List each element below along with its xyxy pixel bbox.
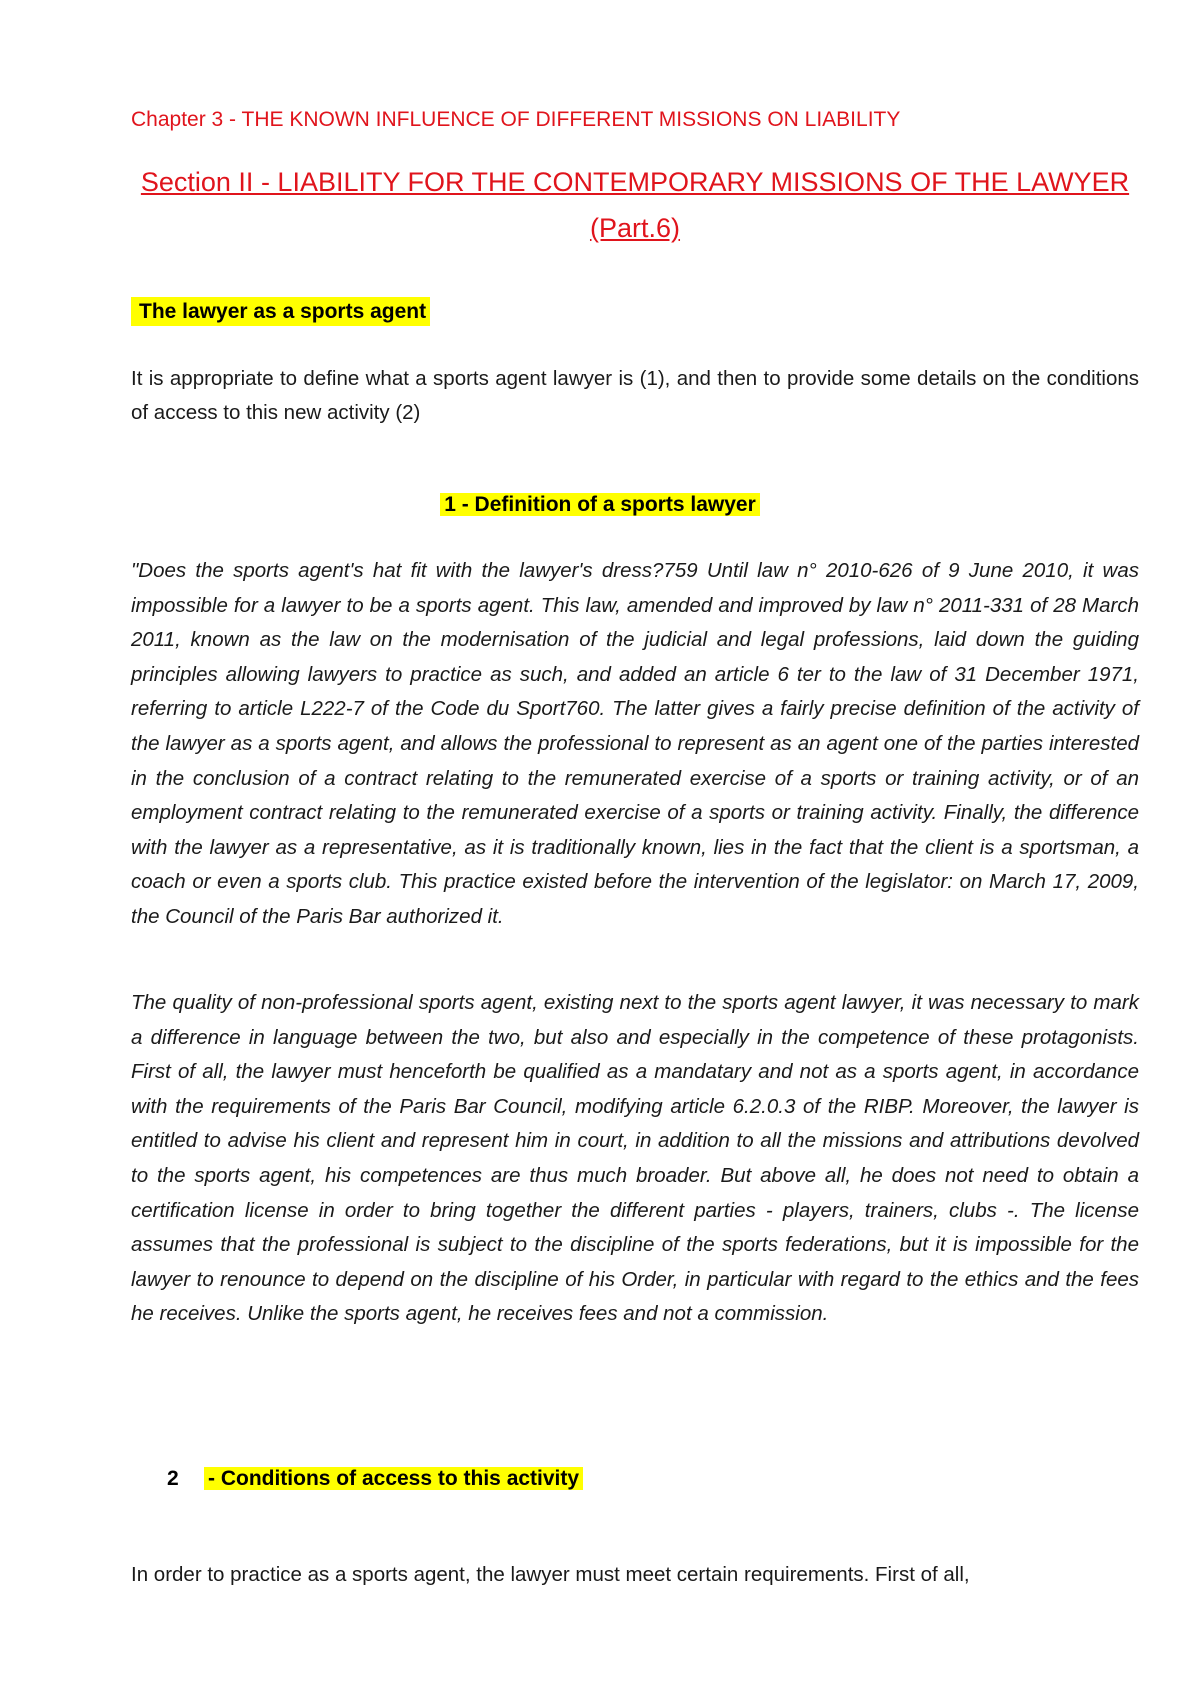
- heading-definition-row: [0, 490, 1200, 520]
- heading-definition: 1 - Definition of a sports lawyer: [440, 493, 760, 516]
- heading-conditions-number: 2: [167, 1467, 179, 1490]
- heading-conditions-row: [167, 1464, 583, 1494]
- quote-paragraph-2: The quality of non-professional sports agent, existing next to the sports agent lawyer, it was necessary to mark a difference in language between the two, but also and especially in the competence of these protagonists. First of all, the lawyer must henceforth be qualified as a mandatary and not as a sports agent, in accordance with the requirements of the Paris Bar Council, modifying article 6.2.0.3 of the RIBP. Moreover, the lawyer is entitled to advise his client and represent him in court, in addition to all the missions and attributions devolved to the sports agent, his competences are thus much broader. But above all, he does not need to obtain a certification license in order to bring together the different parties - players, trainers, clubs -. The license assumes that the professional is subject to the discipline of the sports federations, but it is impossible for the lawyer to renounce to depend on the discipline of his Order, in particular with regard to the ethics and the fees he receives. Unlike the sports agent, he receives fees and not a commission.: [131, 991, 1139, 1326]
- chapter-title: Chapter 3 - THE KNOWN INFLUENCE OF DIFFERENT MISSIONS ON LIABILITY: [131, 108, 901, 131]
- last-paragraph: In order to practice as a sports agent, the lawyer must meet certain requirements. First of all,: [131, 1563, 970, 1586]
- section-title-line-2: (Part.6): [589, 213, 681, 243]
- heading-conditions: - Conditions of access to this activity: [204, 1467, 583, 1490]
- intro-paragraph: It is appropriate to define what a sports agent lawyer is (1), and then to provide some details on the conditions of access to this new activity (2): [131, 367, 1139, 424]
- section-title-line-1: Section II - LIABILITY FOR THE CONTEMPORARY MISSIONS OF THE LAWYER: [140, 167, 1130, 197]
- quote-paragraph-1: "Does the sports agent's hat fit with the lawyer's dress?759 Until law n° 2010-626 of 9 June 2010, it was impossible for a lawyer to be a sports agent. This law, amended and improved by law n° 2011-331 of 28 March 2011, known as the law on the modernisation of the judicial and legal professions, laid down the guiding principles allowing lawyers to practice as such, and added an article 6 ter to the law of 31 December 1971, referring to article L222-7 of the Code du Sport760. The latter gives a fairly precise definition of the activity of the lawyer as a sports agent, and allows the professional to represent as an agent one of the parties interested in the conclusion of a contract relating to the remunerated exercise of a sports or training activity, or of an employment contract relating to the remunerated exercise of a sports or training activity. Finally, the difference with the lawyer as a representative, as it is traditionally known, lies in the fact that the client is a sportsman, a coach or even a sports club. This practice existed before the intervention of the legislator: on March 17, 2009, the Council of the Paris Bar authorized it.: [131, 559, 1139, 928]
- subheading-sports-agent: The lawyer as a sports agent: [131, 297, 430, 326]
